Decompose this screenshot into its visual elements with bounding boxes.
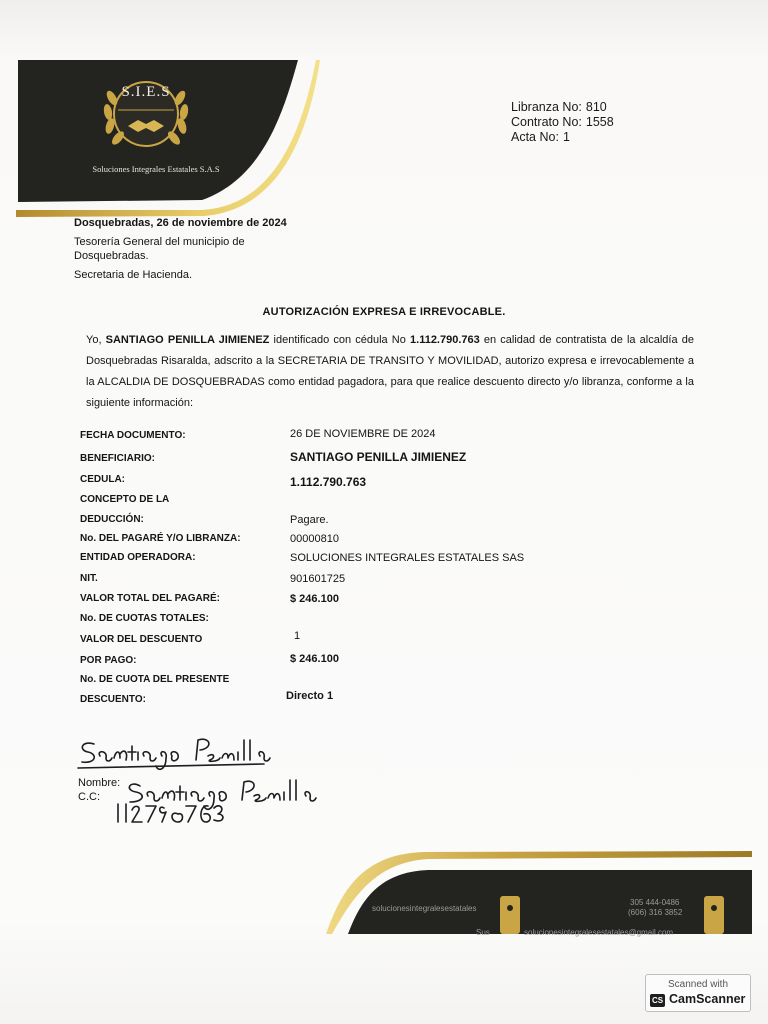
- company-logo: [86, 68, 206, 164]
- reference-block: [511, 100, 614, 145]
- footer-banner-shape: [324, 848, 754, 936]
- body-text-3: en calidad de contratista de la alcaldía de Dosquebradas Risaralda, adscrito a la SECRETARIA DE TRANSITO Y MOVILIDAD, autorizo expresa e irrevocablemente a la ALCALDIA DE DOSQUEBRADAS como entidad pagadora, para que realice descuento directo y/o libranza, conforme a la siguiente información:: [86, 334, 694, 409]
- footer-phone-1: 305 444-0486: [630, 898, 680, 907]
- badge-top-text: Scanned with: [667, 979, 729, 990]
- info-label: VALOR DEL DESCUENTO: [80, 634, 203, 645]
- footer-banner: [324, 848, 754, 936]
- footer-prefix: Sus: [476, 928, 490, 937]
- info-row-fecha: [80, 428, 640, 448]
- ref-label: Contrato No:: [511, 115, 582, 129]
- info-label: POR PAGO:: [80, 655, 137, 666]
- cc-label: C.C:: [78, 791, 100, 803]
- addressee-line-3: Secretaria de Hacienda.: [74, 269, 193, 281]
- info-row-beneficiario: [80, 450, 640, 470]
- ref-value: 1558: [585, 115, 614, 129]
- ref-value: 1: [562, 130, 570, 144]
- ref-label: Libranza No:: [511, 100, 582, 114]
- date-line: Dosquebradas, 26 de noviembre de 2024: [74, 217, 287, 229]
- acta-ref: [511, 130, 614, 145]
- info-value: 901601725: [290, 573, 346, 585]
- info-label: FECHA DOCUMENTO:: [80, 430, 186, 441]
- logo-text: S.I.E.S: [121, 84, 171, 100]
- info-row-entidad: [80, 552, 640, 572]
- addressee-block: [74, 217, 334, 283]
- signature-labels: [78, 776, 120, 804]
- info-row-cedula: [80, 474, 640, 494]
- info-value: Directo 1: [286, 690, 334, 702]
- footer-company: solucionesintegralesestatales: [372, 904, 477, 913]
- company-caption: Soluciones Integrales Estatales S.A.S: [92, 164, 220, 174]
- info-value: 1: [294, 630, 301, 642]
- info-value: $ 246.100: [290, 653, 339, 665]
- info-label: No. DE CUOTAS TOTALES:: [80, 613, 209, 624]
- info-label: DESCUENTO:: [80, 694, 146, 705]
- body-text-2: identificado con cédula No: [269, 334, 411, 346]
- info-value: Pagare.: [290, 514, 329, 526]
- info-value: SANTIAGO PENILLA JIMIENEZ: [290, 450, 467, 464]
- info-row-cuota-presente-2: [80, 690, 640, 714]
- addressee-line-2: Dosquebradas.: [74, 250, 149, 262]
- body-paragraph: [86, 330, 694, 414]
- header-banner: [16, 60, 322, 220]
- camscanner-icon: CS: [651, 996, 664, 1005]
- footer-email: solucionesintegralesestatales@gmail.com: [524, 928, 674, 937]
- info-row-cuota-presente-1: [80, 674, 640, 694]
- info-row-por-pago: [80, 653, 640, 673]
- info-label: CONCEPTO DE LA: [80, 494, 170, 505]
- info-label: DEDUCCIÓN:: [80, 514, 144, 525]
- info-row-concepto-1: [80, 494, 640, 514]
- body-name: SANTIAGO PENILLA JIMIENEZ: [105, 334, 270, 346]
- nombre-label: Nombre:: [78, 777, 121, 789]
- camscanner-badge: [645, 974, 751, 1012]
- contrato-ref: [511, 115, 614, 130]
- info-value: 1.112.790.763: [290, 475, 367, 489]
- libranza-ref: [511, 100, 614, 115]
- info-label: No. DEL PAGARÉ Y/O LIBRANZA:: [80, 533, 241, 544]
- info-label: VALOR TOTAL DEL PAGARÉ:: [80, 593, 221, 604]
- info-row-nit: [80, 573, 640, 593]
- info-label: No. DE CUOTA DEL PRESENTE: [80, 674, 230, 685]
- signature-area: [74, 730, 334, 830]
- badge-name: CamScanner: [669, 992, 746, 1006]
- info-label: CEDULA:: [80, 474, 125, 485]
- info-row-cuotas: [80, 613, 640, 633]
- info-value: 26 DE NOVIEMBRE DE 2024: [290, 428, 436, 440]
- addressee-line-1: Tesorería General del municipio de: [74, 236, 245, 248]
- body-text-1: Yo,: [86, 334, 106, 346]
- info-label: ENTIDAD OPERADORA:: [80, 552, 196, 563]
- info-row-valor-descuento: [80, 632, 640, 652]
- info-row-concepto-2: [80, 514, 640, 534]
- info-value: $ 246.100: [290, 593, 339, 605]
- document-title: AUTORIZACIÓN EXPRESA E IRREVOCABLE.: [262, 306, 506, 318]
- body-cedula: 1.112.790.763: [410, 334, 480, 346]
- info-value: SOLUCIONES INTEGRALES ESTATALES SAS: [290, 552, 525, 564]
- ref-value: 810: [585, 100, 607, 114]
- info-label: NIT.: [80, 573, 98, 584]
- footer-phone-2: (606) 316 3852: [628, 908, 683, 917]
- ref-label: Acta No:: [511, 130, 559, 144]
- info-row-valor-total: [80, 593, 640, 613]
- info-value: 00000810: [290, 533, 339, 545]
- info-label: BENEFICIARIO:: [80, 453, 155, 464]
- info-row-pagare: [80, 533, 640, 553]
